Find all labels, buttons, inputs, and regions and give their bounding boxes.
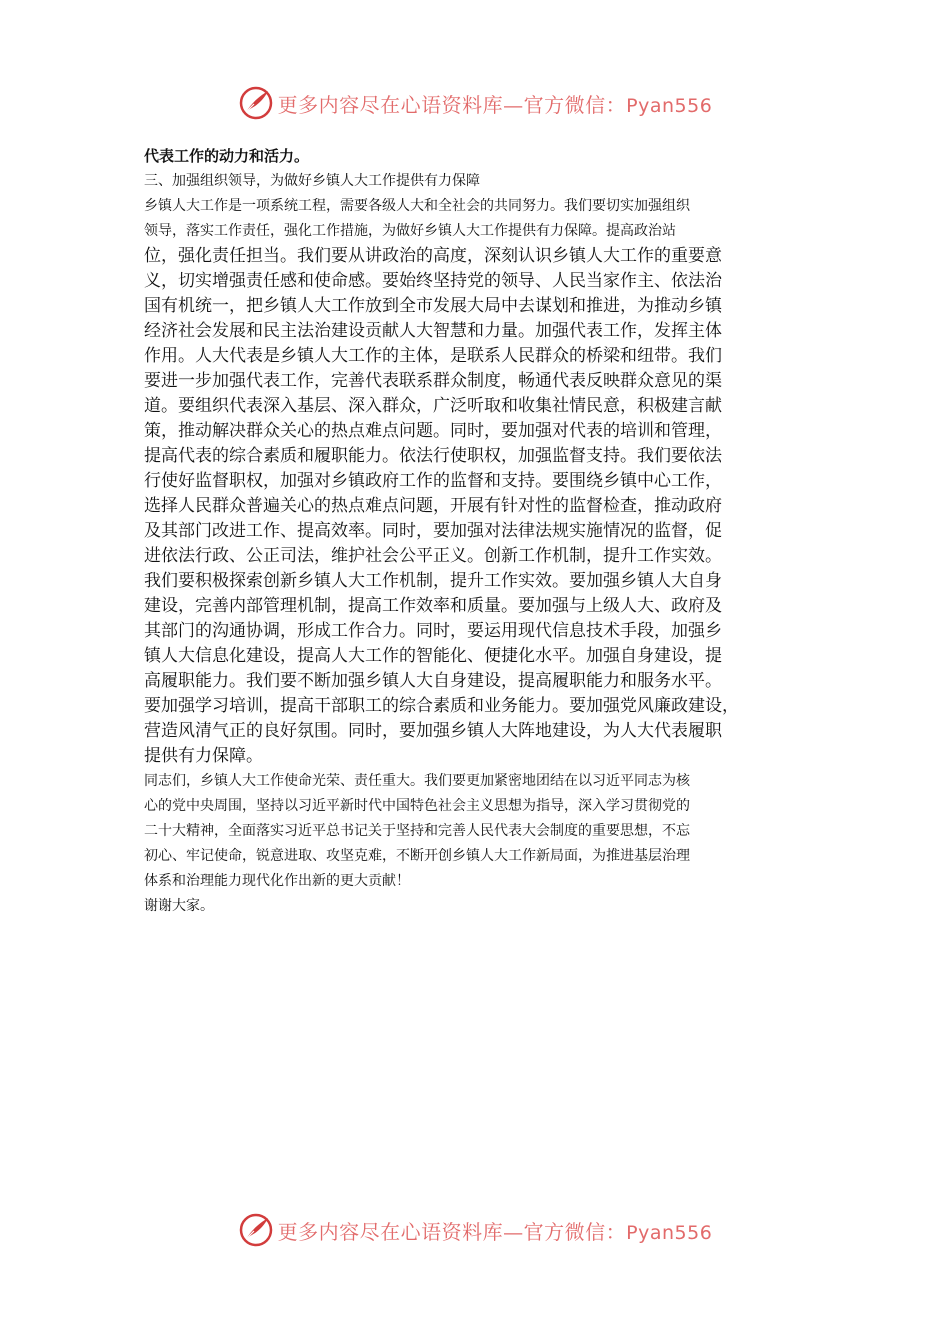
header-watermark [0, 83, 950, 123]
text-line: 要进一步加强代表工作，完善代表联系群众制度，畅通代表反映群众意见的渠 [144, 371, 722, 391]
wechat-id: Pyan556 [626, 94, 713, 117]
text-line: 提高代表的综合素质和履职能力。依法行使职权，加强监督支持。我们要依法 [144, 446, 722, 466]
text-line: 三、加强组织领导，为做好乡镇人大工作提供有力保障 [144, 173, 480, 189]
text-line: 建设，完善内部管理机制，提高工作效率和质量。要加强与上级人大、政府及 [144, 596, 722, 616]
paragraph-section-three [144, 194, 810, 769]
text-line: 选择人民群众普遍关心的热点难点问题，开展有针对性的监督检查，推动政府 [144, 496, 722, 516]
text-line: 要加强学习培训，提高干部职工的综合素质和业务能力。要加强党风廉政建设， [144, 696, 739, 716]
footer-watermark [0, 1210, 950, 1250]
text-line: 初心、牢记使命，锐意进取、攻坚克难，不断开创乡镇人大工作新局面，为推进基层治理 [144, 848, 690, 864]
text-line: 高履职能力。我们要不断加强乡镇人大自身建设，提高履职能力和服务水平。 [144, 671, 722, 691]
text-line: 乡镇人大工作是一项系统工程，需要各级人大和全社会的共同努力。我们要切实加强组织 [144, 198, 690, 214]
text-line: 义，切实增强责任感和使命感。要始终坚持党的领导、人民当家作主、依法治 [144, 271, 722, 291]
paragraph-closing-fragment [144, 144, 810, 169]
section-heading [144, 169, 810, 194]
text-line: 同志们，乡镇人大工作使命光荣、责任重大。我们要更加紧密地团结在以习近平同志为核 [144, 773, 690, 789]
text-line: 提供有力保障。 [144, 746, 263, 766]
text-line: 谢谢大家。 [144, 898, 214, 914]
text-line: 二十大精神，全面落实习近平总书记关于坚持和完善人民代表大会制度的重要思想，不忘 [144, 823, 690, 839]
text-line: 镇人大信息化建设，提高人大工作的智能化、便捷化水平。加强自身建设，提 [144, 646, 722, 666]
text-line: 策，推动解决群众关心的热点难点问题。同时，要加强对代表的培训和管理， [144, 421, 722, 441]
text-line: 营造风清气正的良好氛围。同时，要加强乡镇人大阵地建设，为人大代表履职 [144, 721, 722, 741]
wechat-id: Pyan556 [626, 1221, 713, 1244]
document-body [144, 144, 810, 919]
quill-logo-icon [238, 1212, 274, 1248]
text-line: 体系和治理能力现代化作出新的更大贡献！ [144, 873, 410, 889]
text-line: 其部门的沟通协调，形成工作合力。同时，要运用现代信息技术手段，加强乡 [144, 621, 722, 641]
text-line: 行使好监督职权，加强对乡镇政府工作的监督和支持。要围绕乡镇中心工作， [144, 471, 722, 491]
paragraph-closing-remarks [144, 769, 810, 894]
quill-logo-icon [238, 85, 274, 121]
text-line: 代表工作的动力和活力。 [144, 147, 310, 165]
text-line: 及其部门改进工作、提高效率。同时，要加强对法律法规实施情况的监督，促 [144, 521, 722, 541]
text-line: 进依法行政、公正司法，维护社会公平正义。创新工作机制，提升工作实效。 [144, 546, 722, 566]
text-line: 位，强化责任担当。我们要从讲政治的高度，深刻认识乡镇人大工作的重要意 [144, 246, 722, 266]
watermark-text: 更多内容尽在心语资料库—官方微信：Pyan556 [277, 92, 713, 117]
text-line: 道。要组织代表深入基层、深入群众，广泛听取和收集社情民意，积极建言献 [144, 396, 722, 416]
paragraph-thanks [144, 894, 810, 919]
text-line: 心的党中央周围，坚持以习近平新时代中国特色社会主义思想为指导，深入学习贯彻党的 [144, 798, 690, 814]
text-line: 作用。人大代表是乡镇人大工作的主体，是联系人民群众的桥梁和纽带。我们 [144, 346, 722, 366]
text-line: 经济社会发展和民主法治建设贡献人大智慧和力量。加强代表工作，发挥主体 [144, 321, 722, 341]
text-line: 我们要积极探索创新乡镇人大工作机制，提升工作实效。要加强乡镇人大自身 [144, 571, 722, 591]
watermark-text: 更多内容尽在心语资料库—官方微信：Pyan556 [277, 1219, 713, 1244]
text-line: 领导，落实工作责任，强化工作措施，为做好乡镇人大工作提供有力保障。提高政治站 [144, 223, 676, 239]
text-line: 国有机统一，把乡镇人大工作放到全市发展大局中去谋划和推进，为推动乡镇 [144, 296, 722, 316]
